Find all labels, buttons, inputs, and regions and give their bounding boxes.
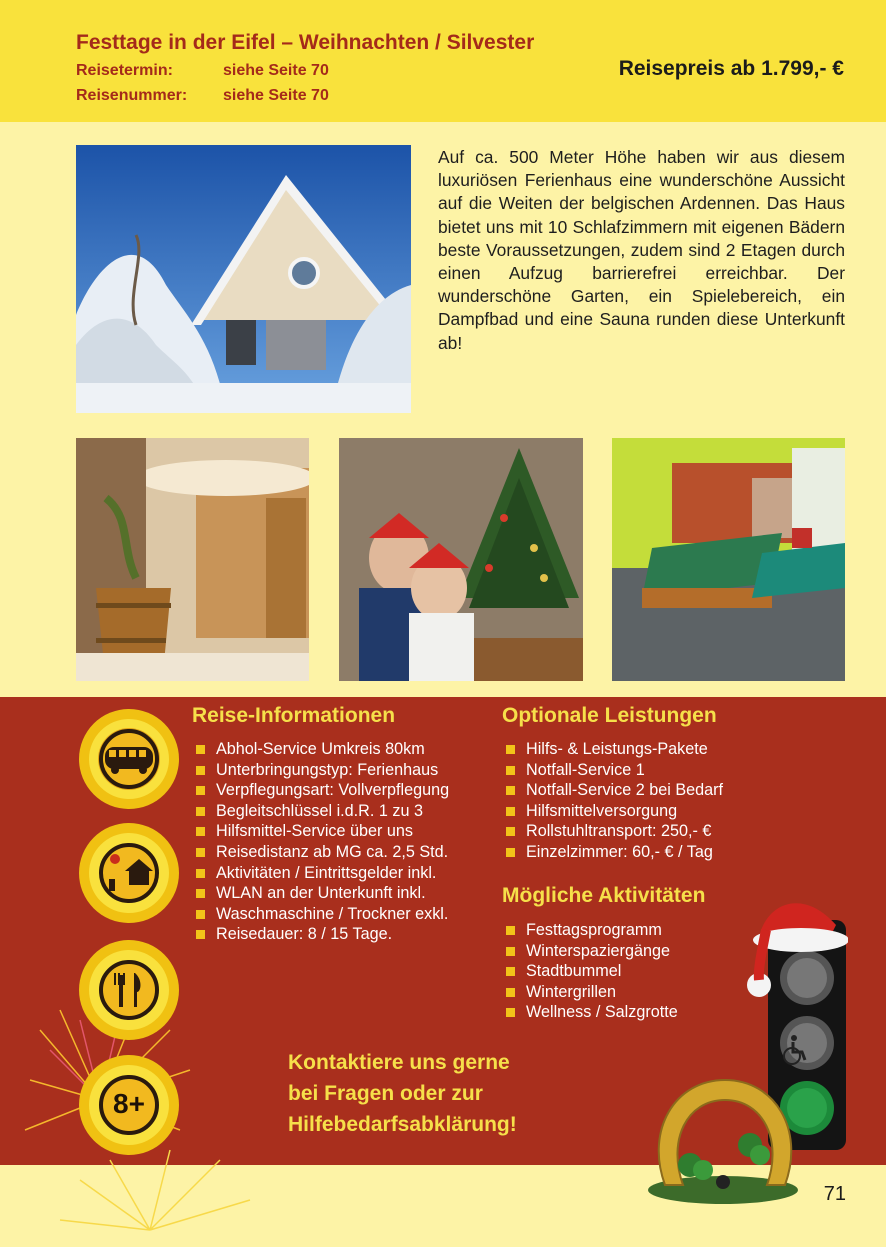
house-icon — [79, 823, 179, 923]
list-item: Unterbringungstyp: Ferienhaus — [195, 760, 449, 781]
horseshoe-icon — [645, 1070, 805, 1210]
list-item: Notfall-Service 2 bei Bedarf — [505, 780, 723, 801]
reise-info-title: Reise-Informationen — [192, 704, 396, 727]
list-item: Festtagsprogramm — [505, 920, 678, 941]
sauna-photo — [76, 438, 309, 681]
travel-date-label: Reisetermin: — [76, 62, 173, 79]
game-room-photo — [612, 438, 845, 681]
list-item: Rollstuhltransport: 250,- € — [505, 821, 723, 842]
list-item: Hilfs- & Leistungs-Pakete — [505, 739, 723, 760]
travel-date-value: siehe Seite 70 — [223, 62, 329, 79]
reise-info-list — [195, 739, 449, 945]
santa-hat-icon — [746, 885, 848, 1000]
list-item: Notfall-Service 1 — [505, 760, 723, 781]
list-item: WLAN an der Unterkunft inkl. — [195, 883, 449, 904]
list-item: Winterspaziergänge — [505, 941, 678, 962]
contact-line: Kontaktiere uns gerne — [288, 1051, 510, 1074]
wheelchair-icon — [772, 1030, 812, 1070]
intro-paragraph: Auf ca. 500 Meter Höhe haben wir aus diesem luxuriösen Ferienhaus eine wunderschöne Aussicht auf die Weiten der belgischen Ardennen. Das Haus bietet uns mit 10 Schlafzimmern mit eigenen Bädern beste Voraussetzungen, zudem sind 2 Etagen durch einen Aufzug barrierefrei erreichbar. Der wunderschöne Garten, ein Spielebereich, ein Dampfbad und eine Sauna runden diese Unterkunft ab! — [438, 147, 845, 353]
list-item: Stadtbummel — [505, 961, 678, 982]
list-item: Begleitschlüssel i.d.R. 1 zu 3 — [195, 801, 449, 822]
list-item: Abhol-Service Umkreis 80km — [195, 739, 449, 760]
cutlery-icon — [79, 940, 179, 1040]
contact-line: Hilfebedarfsabklärung! — [288, 1113, 517, 1136]
list-item: Hilfsmittelversorgung — [505, 801, 723, 822]
list-item: Verpflegungsart: Vollverpflegung — [195, 780, 449, 801]
house-photo — [76, 145, 411, 413]
list-item: Waschmaschine / Trockner exkl. — [195, 904, 449, 925]
activities-title: Mögliche Aktivitäten — [502, 884, 706, 907]
age-badge-icon — [79, 1055, 179, 1155]
list-item: Reisedauer: 8 / 15 Tage. — [195, 924, 449, 945]
age-badge-label: 8+ — [113, 1088, 145, 1119]
page-number: 71 — [823, 1183, 846, 1205]
travel-number-value: siehe Seite 70 — [223, 87, 329, 104]
list-item: Aktivitäten / Eintrittsgelder inkl. — [195, 863, 449, 884]
optional-title: Optionale Leistungen — [502, 704, 717, 727]
price-label: Reisepreis ab 1.799,- € — [618, 57, 844, 80]
page-title: Festtage in der Eifel – Weihnachten / Silvester — [76, 31, 535, 54]
list-item: Hilfsmittel-Service über uns — [195, 821, 449, 842]
bus-icon — [79, 709, 179, 809]
list-item: Reisedistanz ab MG ca. 2,5 Std. — [195, 842, 449, 863]
list-item: Wintergrillen — [505, 982, 678, 1003]
optional-list — [505, 739, 723, 863]
christmas-photo — [339, 438, 583, 681]
contact-line: bei Fragen oder zur — [288, 1082, 483, 1105]
contact-text — [288, 1047, 517, 1140]
list-item: Wellness / Salzgrotte — [505, 1002, 678, 1023]
list-item: Einzelzimmer: 60,- € / Tag — [505, 842, 723, 863]
travel-number-label: Reisenummer: — [76, 87, 188, 104]
activities-list — [505, 920, 678, 1023]
